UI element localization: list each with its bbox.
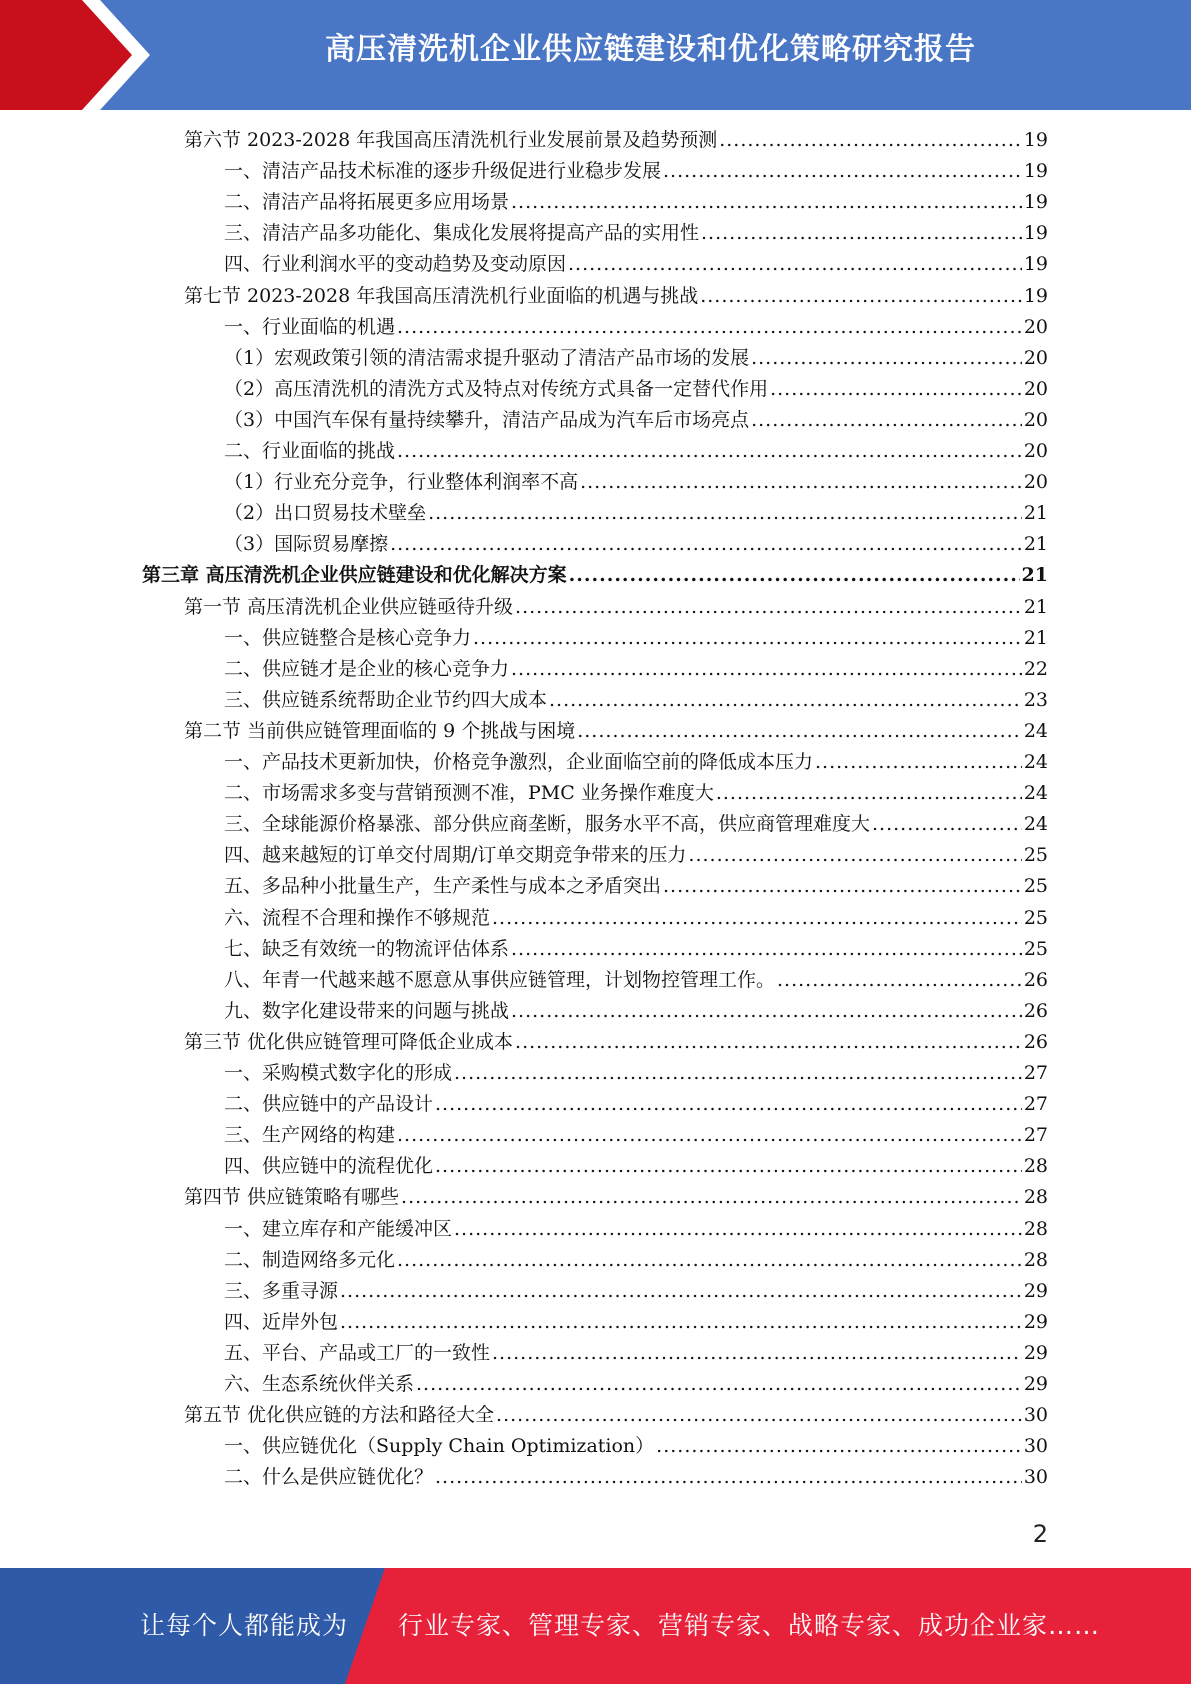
toc-dot-leader xyxy=(454,1215,1022,1243)
toc-entry[interactable] xyxy=(224,1090,1048,1118)
toc-entry-page: 26 xyxy=(1023,968,1048,991)
toc-entry-title: 第五节 优化供应链的方法和路径大全 xyxy=(184,1404,495,1427)
toc-entry-title: 一、采购模式数字化的形成 xyxy=(224,1062,453,1084)
toc-entry-page: 24 xyxy=(1023,751,1048,773)
toc-dot-leader xyxy=(568,250,1022,278)
toc-entry[interactable] xyxy=(224,1339,1048,1367)
toc-entry-page: 29 xyxy=(1023,1373,1048,1395)
toc-dot-leader xyxy=(751,406,1022,434)
toc-entry-title: 三、生产网络的构建 xyxy=(224,1124,396,1147)
toc-entry-page: 29 xyxy=(1023,1310,1048,1333)
toc-entry-title: 二、清洁产品将拓展更多应用场景 xyxy=(224,191,510,214)
toc-entry-page: 25 xyxy=(1023,875,1048,898)
toc-entry-page: 28 xyxy=(1023,1186,1048,1209)
toc-entry-page: 29 xyxy=(1023,1341,1048,1364)
toc-entry[interactable] xyxy=(224,157,1048,185)
toc-entry-title: 一、清洁产品技术标准的逐步升级促进行业稳步发展 xyxy=(224,160,662,183)
toc-dot-leader xyxy=(397,1246,1022,1274)
toc-dot-leader xyxy=(511,997,1022,1025)
toc-entry-page: 24 xyxy=(1023,813,1048,836)
page-header xyxy=(0,0,1191,110)
toc-entry-page: 27 xyxy=(1023,1093,1048,1116)
toc-entry-page: 19 xyxy=(1023,129,1048,151)
toc-entry[interactable] xyxy=(224,997,1048,1025)
toc-entry-title: 第六节 2023-2028 年我国高压清洗机行业发展前景及趋势预测 xyxy=(184,129,718,151)
toc-dot-leader xyxy=(435,1463,1022,1491)
toc-dot-leader xyxy=(515,1028,1022,1056)
toc-entry[interactable] xyxy=(224,219,1048,247)
toc-dot-leader xyxy=(656,1432,1022,1460)
toc-dot-leader xyxy=(340,1308,1022,1336)
toc-entry-page: 19 xyxy=(1023,160,1048,183)
toc-entry[interactable] xyxy=(224,468,1048,496)
toc-entry-title: 九、数字化建设带来的问题与挑战 xyxy=(224,999,510,1022)
toc-dot-leader xyxy=(688,841,1021,869)
toc-entry[interactable] xyxy=(224,935,1048,963)
toc-dot-leader xyxy=(397,437,1022,465)
toc-entry[interactable] xyxy=(224,1463,1048,1491)
toc-entry-title: 六、生态系统伙伴关系 xyxy=(224,1373,415,1395)
toc-dot-leader xyxy=(569,561,1020,589)
toc-dot-leader xyxy=(397,1121,1022,1149)
page-footer xyxy=(0,1568,1191,1684)
toc-entry[interactable] xyxy=(224,437,1048,465)
toc-entry-title: 一、建立库存和产能缓冲区 xyxy=(224,1217,453,1240)
toc-entry-title: 八、年青一代越来越不愿意从事供应链管理，计划物控管理工作。 xyxy=(224,968,776,991)
toc-entry-title: 一、供应链优化（Supply Chain Optimization） xyxy=(224,1435,655,1458)
toc-entry-title: 二、市场需求多变与营销预测不准，PMC 业务操作难度大 xyxy=(224,782,714,805)
toc-entry-page: 20 xyxy=(1023,377,1048,400)
toc-entry-title: 三、供应链系统帮助企业节约四大成本 xyxy=(224,688,548,711)
toc-entry-page: 21 xyxy=(1023,502,1048,525)
toc-entry-title: 二、供应链才是企业的核心竞争力 xyxy=(224,657,510,680)
toc-entry-title: 七、缺乏有效统一的物流评估体系 xyxy=(224,937,510,960)
toc-entry-title: 四、供应链中的流程优化 xyxy=(224,1155,434,1178)
toc-entry-page: 20 xyxy=(1023,315,1048,338)
toc-entry-title: 五、平台、产品或工厂的一致性 xyxy=(224,1341,491,1364)
toc-entry[interactable] xyxy=(224,1432,1048,1460)
toc-dot-leader xyxy=(390,530,1022,558)
chevron-arrow-icon xyxy=(0,0,150,110)
toc-dot-leader xyxy=(549,686,1022,714)
toc-dot-leader xyxy=(416,1370,1022,1398)
toc-entry-title: 二、什么是供应链优化？ xyxy=(224,1466,434,1489)
toc-entry[interactable] xyxy=(184,282,1048,310)
toc-entry-title: 一、行业面临的机遇 xyxy=(224,315,396,338)
toc-entry[interactable] xyxy=(184,1028,1048,1056)
toc-entry[interactable] xyxy=(224,375,1048,403)
toc-dot-leader xyxy=(770,375,1022,403)
toc-entry[interactable] xyxy=(184,1183,1048,1211)
toc-entry-page: 27 xyxy=(1023,1124,1048,1147)
toc-entry-page: 21 xyxy=(1023,626,1048,649)
toc-entry[interactable] xyxy=(224,499,1048,527)
toc-entry-page: 25 xyxy=(1023,844,1048,867)
toc-entry[interactable] xyxy=(224,344,1048,372)
toc-entry-page: 26 xyxy=(1023,999,1048,1022)
toc-dot-leader xyxy=(435,1090,1022,1118)
toc-dot-leader xyxy=(454,1059,1022,1087)
toc-entry-page: 20 xyxy=(1023,440,1048,462)
toc-entry-page: 30 xyxy=(1023,1404,1048,1427)
toc-entry-page: 21 xyxy=(1023,533,1048,556)
toc-entry-page: 25 xyxy=(1023,937,1048,960)
toc-entry-title: 第二节 当前供应链管理面临的 9 个挑战与困境 xyxy=(184,719,576,742)
toc-entry-title: （3）中国汽车保有量持续攀升，清洁产品成为汽车后市场亮点 xyxy=(224,408,750,431)
toc-entry-title: 四、行业利润水平的变动趋势及变动原因 xyxy=(224,253,567,276)
toc-entry-title: （2）高压清洗机的清洗方式及特点对传统方式具备一定替代作用 xyxy=(224,377,769,400)
toc-entry-page: 19 xyxy=(1023,284,1048,307)
toc-entry-page: 22 xyxy=(1023,657,1048,680)
toc-entry-page: 19 xyxy=(1023,253,1048,276)
toc-entry[interactable] xyxy=(224,872,1048,900)
toc-dot-leader xyxy=(511,188,1022,216)
toc-entry-title: 第三节 优化供应链管理可降低企业成本 xyxy=(184,1030,514,1053)
toc-dot-leader xyxy=(492,904,1022,932)
toc-entry-title: （2）出口贸易技术壁垒 xyxy=(224,502,427,525)
toc-entry[interactable] xyxy=(184,717,1048,745)
toc-dot-leader xyxy=(473,624,1022,652)
toc-entry-page: 30 xyxy=(1023,1435,1048,1458)
toc-entry-page: 21 xyxy=(1023,595,1048,618)
toc-dot-leader xyxy=(700,282,1022,310)
toc-entry[interactable] xyxy=(224,1246,1048,1274)
toc-entry-title: 一、产品技术更新加快，价格竞争激烈，企业面临空前的降低成本压力 xyxy=(224,751,814,773)
toc-entry-page: 25 xyxy=(1023,906,1048,929)
toc-dot-leader xyxy=(492,1339,1022,1367)
toc-entry-title: 二、供应链中的产品设计 xyxy=(224,1093,434,1116)
toc-entry-title: 二、行业面临的挑战 xyxy=(224,440,396,462)
toc-dot-leader xyxy=(511,655,1022,683)
toc-entry-title: 第三章 高压清洗机企业供应链建设和优化解决方案 xyxy=(142,564,567,587)
toc-dot-leader xyxy=(577,717,1022,745)
toc-entry[interactable] xyxy=(224,624,1048,652)
toc-dot-leader xyxy=(777,966,1022,994)
toc-entry-page: 30 xyxy=(1023,1466,1048,1489)
toc-entry-page: 20 xyxy=(1023,346,1048,369)
toc-entry[interactable] xyxy=(224,779,1048,807)
toc-entry-title: 四、近岸外包 xyxy=(224,1310,339,1333)
toc-dot-leader xyxy=(716,779,1022,807)
toc-entry-page: 21 xyxy=(1021,564,1048,587)
toc-entry-title: 第一节 高压清洗机企业供应链亟待升级 xyxy=(184,595,514,618)
toc-entry-title: 第七节 2023-2028 年我国高压清洗机行业面临的机遇与挑战 xyxy=(184,284,699,307)
toc-dot-leader xyxy=(663,872,1022,900)
toc-entry[interactable] xyxy=(224,313,1048,341)
footer-slogan-left: 让每个人都能成为 xyxy=(140,1611,349,1640)
toc-dot-leader xyxy=(435,1152,1022,1180)
toc-entry-page: 20 xyxy=(1023,408,1048,431)
toc-entry[interactable] xyxy=(224,1370,1048,1398)
toc-dot-leader xyxy=(397,313,1022,341)
toc-entry-title: 五、多品种小批量生产，生产柔性与成本之矛盾突出 xyxy=(224,875,662,898)
toc-entry-title: （3）国际贸易摩擦 xyxy=(224,533,389,556)
toc-dot-leader xyxy=(511,935,1022,963)
toc-entry[interactable] xyxy=(224,655,1048,683)
toc-dot-leader xyxy=(663,157,1022,185)
toc-entry-page: 20 xyxy=(1023,471,1048,494)
toc-entry[interactable] xyxy=(184,1401,1048,1429)
toc-entry[interactable] xyxy=(224,1215,1048,1243)
toc-entry[interactable] xyxy=(184,593,1048,621)
toc-dot-leader xyxy=(515,593,1022,621)
toc-entry-title: 第四节 供应链策略有哪些 xyxy=(184,1186,400,1209)
toc-entry[interactable] xyxy=(184,126,1048,154)
toc-entry[interactable] xyxy=(224,1308,1048,1336)
footer-slogan-right: 行业专家、管理专家、营销专家、战略专家、成功企业家…… xyxy=(398,1611,1101,1640)
toc-entry-title: （1）行业充分竞争，行业整体利润率不高 xyxy=(224,471,579,494)
toc-dot-leader xyxy=(701,219,1022,247)
toc-entry-title: 六、流程不合理和操作不够规范 xyxy=(224,906,491,929)
toc-entry[interactable] xyxy=(224,406,1048,434)
toc-entry[interactable] xyxy=(224,530,1048,558)
toc-entry-page: 19 xyxy=(1023,222,1048,245)
toc-entry-page: 24 xyxy=(1023,782,1048,805)
toc-entry[interactable] xyxy=(224,1059,1048,1087)
toc-entry-title: 二、制造网络多元化 xyxy=(224,1248,396,1271)
toc-entry-page: 19 xyxy=(1023,191,1048,214)
toc-dot-leader xyxy=(719,126,1022,154)
toc-entry[interactable] xyxy=(224,188,1048,216)
toc-entry-title: 四、越来越短的订单交付周期/订单交期竞争带来的压力 xyxy=(224,844,687,867)
page-number: 2 xyxy=(1032,1520,1048,1548)
toc-entry-title: 三、全球能源价格暴涨、部分供应商垄断，服务水平不高，供应商管理难度大 xyxy=(224,813,871,836)
toc-entry[interactable] xyxy=(224,250,1048,278)
toc-entry-page: 26 xyxy=(1023,1030,1048,1053)
toc-entry-page: 28 xyxy=(1023,1217,1048,1240)
toc-dot-leader xyxy=(751,344,1022,372)
toc-entry[interactable] xyxy=(224,841,1048,869)
toc-entry-page: 23 xyxy=(1023,688,1048,711)
toc-entry-page: 28 xyxy=(1023,1155,1048,1178)
toc-entry-page: 28 xyxy=(1023,1248,1048,1271)
toc-entry-title: （1）宏观政策引领的清洁需求提升驱动了清洁产品市场的发展 xyxy=(224,346,750,369)
document-title: 高压清洗机企业供应链建设和优化策略研究报告 xyxy=(325,32,976,67)
toc-entry-page: 27 xyxy=(1023,1062,1048,1084)
toc-dot-leader xyxy=(872,810,1022,838)
toc-dot-leader xyxy=(580,468,1022,496)
toc-entry[interactable] xyxy=(224,1152,1048,1180)
toc-entry[interactable] xyxy=(224,748,1048,776)
toc-entry[interactable] xyxy=(224,686,1048,714)
toc-dot-leader xyxy=(815,748,1022,776)
toc-dot-leader xyxy=(340,1277,1022,1305)
toc-chapter-entry[interactable] xyxy=(142,561,1048,589)
toc-dot-leader xyxy=(428,499,1022,527)
toc-entry[interactable] xyxy=(224,810,1048,838)
toc-entry[interactable] xyxy=(224,966,1048,994)
toc-dot-leader xyxy=(496,1401,1022,1429)
toc-entry-page: 24 xyxy=(1023,719,1048,742)
toc-entry[interactable] xyxy=(224,1277,1048,1305)
toc-entry-title: 三、多重寻源 xyxy=(224,1279,339,1302)
toc-entry-title: 一、供应链整合是核心竞争力 xyxy=(224,626,472,649)
toc-entry-title: 三、清洁产品多功能化、集成化发展将提高产品的实用性 xyxy=(224,222,700,245)
toc-entry[interactable] xyxy=(224,1121,1048,1149)
toc-entry-page: 29 xyxy=(1023,1279,1048,1302)
toc-entry[interactable] xyxy=(224,904,1048,932)
toc-dot-leader xyxy=(401,1183,1022,1211)
